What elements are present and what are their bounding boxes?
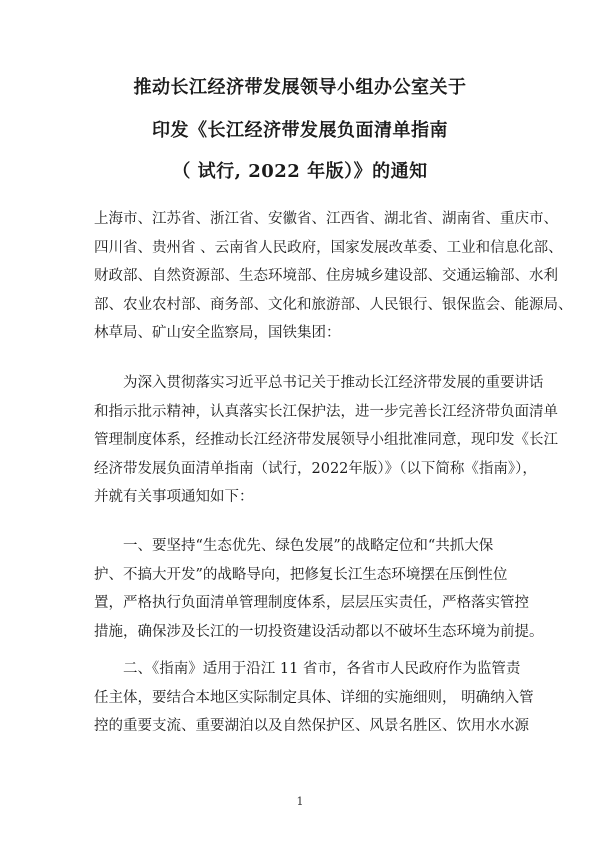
addressee-line: 部、农业农村部、商务部、文化和旅游部、人民银行、银保监会、能源局、	[94, 296, 573, 313]
paragraph-line: 护、不搞大开发”的战略导向，把修复长江生态环境摆在压倒性位	[94, 566, 508, 583]
paragraph-line: 任主体，要结合本地区实际制定具体、详细的实施细则， 明确纳入管	[94, 689, 534, 706]
addressee-block	[94, 205, 573, 348]
paragraph-line: 并就有关事项通知如下：	[94, 489, 254, 506]
title-line-1: 推动长江经济带发展领导小组办公室关于	[133, 77, 467, 98]
paragraph-intro	[94, 369, 558, 512]
paragraph-line: 措施，确保涉及长江的一切投资建设活动都以不破坏生态环境为前提。	[94, 623, 544, 640]
addressee-line: 财政部、自然资源部、生态环境部、住房城乡建设部、交通运输部、水利	[94, 268, 558, 285]
paragraph-line: 二、《指南》适用于沿江 11 省市，各省市人民政府作为监管责	[94, 661, 521, 677]
title-line-2: 印发《长江经济带发展负面清单指南	[152, 120, 448, 141]
paragraph-line: 经济带发展负面清单指南（试行，2022年版）》（以下简称《指南》），	[94, 460, 537, 477]
title-line-3: （ 试行, 2022 年版）》的通知	[172, 161, 428, 182]
paragraph-item-two	[94, 655, 534, 741]
paragraph-line: 置，严格执行负面清单管理制度体系，层层压实责任，严格落实管控	[94, 595, 529, 612]
paragraph-item-one	[94, 532, 544, 646]
paragraph-line: 一、要坚持“生态优先、绿色发展”的战略定位和“共抓大保	[94, 538, 494, 554]
paragraph-line: 和指示批示精神，认真落实长江保护法，进一步完善长江经济带负面清单	[94, 403, 558, 420]
addressee-line: 四川省、贵州省 、云南省人民政府，国家发展改革委、工业和信息化部、	[94, 239, 563, 256]
paragraph-line: 控的重要支流、重要湖泊以及自然保护区、风景名胜区、饮用水水源	[94, 718, 529, 735]
paragraph-line: 管理制度体系，经推动长江经济带发展领导小组批准同意，现印发《长江	[94, 432, 558, 449]
paragraph-line: 为深入贯彻落实习近平总书记关于推动长江经济带发展的重要讲话	[94, 375, 544, 391]
addressee-line: 上海市、江苏省、浙江省、安徽省、江西省、湖北省、湖南省、重庆市、	[94, 211, 558, 227]
addressee-line: 林草局、矿山安全监察局，国铁集团：	[94, 325, 341, 342]
page-number: 1	[296, 795, 304, 808]
